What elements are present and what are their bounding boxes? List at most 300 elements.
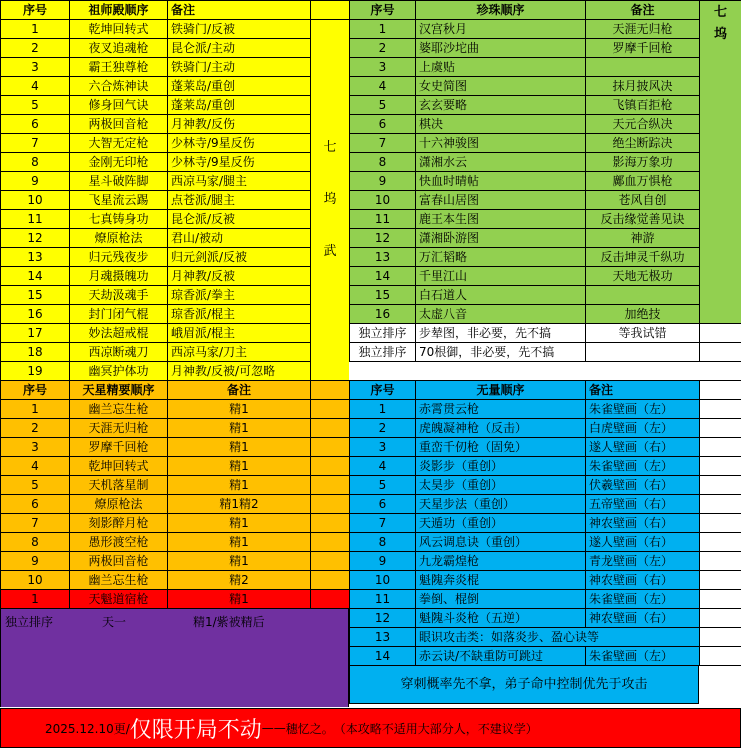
cell-note: 精1 [168,457,311,476]
cell-name: 70根御，非必要，先不搞 [416,343,586,362]
cell-empty [311,590,350,609]
cell-note [586,58,700,77]
cell-empty [700,476,741,495]
cell-empty [311,571,350,590]
table-row-highlight [1,590,350,609]
cell-index: 18 [1,343,70,362]
cell-note: 铁骑门/反被 [168,20,311,39]
cell-index: 10 [350,191,416,210]
footer-dash: —— [261,721,286,735]
cell-note: 加绝技 [586,305,700,324]
cell-index: 8 [350,533,416,552]
cell-name: 虎魄凝神枪（反击） [416,419,586,438]
cell-note: 苍风自创 [586,191,700,210]
table-row [350,495,741,514]
cell-name: 飞星流云踢 [70,191,168,210]
cell-note: 君山/被动 [168,229,311,248]
cell-name: 两极回音枪 [70,552,168,571]
cell-note [586,343,700,362]
cell-name: 霸王独尊枪 [70,58,168,77]
cell-index: 13 [350,628,416,647]
table-row [350,438,741,457]
table-row [350,305,741,324]
table-row [350,647,741,666]
cell-index: 12 [350,229,416,248]
header-wuliang-order: 无量顺序 [416,381,586,400]
cell-empty [311,476,350,495]
cell-empty [311,419,350,438]
cell-name: 步辇图，非必要，先不搞 [416,324,586,343]
table-row [1,20,350,39]
cell-empty [700,324,741,343]
table-row [350,609,741,628]
cell-index: 1 [1,590,70,609]
cell-index: 12 [1,229,70,248]
table-row [1,324,350,343]
cell-empty [700,628,741,647]
cell-note: 抹月披风决 [586,77,700,96]
cell-note: 遂人壁画（右） [586,533,700,552]
cell-empty [700,343,741,362]
cell-note: 朱雀壁画（左） [586,400,700,419]
table-row [1,267,350,286]
cell-name: 月魂摄魄功 [70,267,168,286]
zushidian-table-block [0,0,349,381]
cell-note: 昆仑派/反被 [168,210,311,229]
cell-note: 等我试错 [586,324,700,343]
cell-name: 封门闭气棍 [70,305,168,324]
cell-index: 6 [350,495,416,514]
table-row [1,495,350,514]
cell-index: 4 [350,457,416,476]
table-row [1,210,350,229]
cell-name: 六合炼神诀 [70,77,168,96]
table-row [1,286,350,305]
cell-index: 1 [350,400,416,419]
cell-name: 风云调息诀（重创） [416,533,586,552]
cell-empty [700,381,741,400]
table-row [350,210,741,229]
cell-note: 五帝壁画（右） [586,495,700,514]
table-row [350,96,741,115]
cell-empty [700,533,741,552]
cell-empty [311,400,350,419]
table-row [350,286,741,305]
cell-name: 婆耶沙坨曲 [416,39,586,58]
cell-note: 月神教/反被/可忽略 [168,362,311,381]
table-row [1,229,350,248]
cell-index: 9 [1,172,70,191]
cell-note: 精1精2 [168,495,311,514]
cell-name: 星斗破阵脚 [70,172,168,191]
side-label-cell [311,20,350,381]
table-row [350,248,741,267]
cell-note: 峨眉派/棍主 [168,324,311,343]
cell-index: 14 [1,267,70,286]
cell-index: 9 [1,552,70,571]
cell-index: 8 [350,153,416,172]
cell-note: 精1 [168,476,311,495]
cell-name: 赤云诀/不缺重防可跳过 [416,647,586,666]
cell-index: 14 [350,647,416,666]
header-pearl-order: 珍珠顺序 [416,1,586,20]
table-row [1,400,350,419]
cell-note: 精2 [168,571,311,590]
table-row [1,58,350,77]
table-row [350,552,741,571]
table-row [350,267,741,286]
cell-name: 夜叉追魂枪 [70,39,168,58]
cell-name: 愚形渡空枪 [70,533,168,552]
table-row [1,305,350,324]
table-row [1,457,350,476]
footer-author: 穗忆之。 [285,721,334,736]
cell-index: 16 [1,305,70,324]
independent-sort-block [0,609,349,707]
cell-index: 2 [1,419,70,438]
cell-empty [311,514,350,533]
header-index: 序号 [1,1,70,20]
cell-note: 点苍派/腿主 [168,191,311,210]
cell-name: 千里江山 [416,267,586,286]
table-row [1,39,350,58]
table-header-row [350,1,741,20]
cell-note: 鄺血万惧枪 [586,172,700,191]
cell-name: 西凉断魂刀 [70,343,168,362]
cell-index: 6 [1,115,70,134]
cell-note: 精1 [168,438,311,457]
cell-note: 绝尘断踪决 [586,134,700,153]
cell-name: 天涯无归枪 [70,419,168,438]
cell-name: 太虚八音 [416,305,586,324]
wuliang-footnote-text: 穿刺概率先不拿，弟子命中控制优先于攻击 [400,677,648,692]
cell-note: 反击缘觉善见诀 [586,210,700,229]
cell-note: 铁骑门/主动 [168,58,311,77]
cell-name: 天星步法（重创） [416,495,586,514]
table-row [350,77,741,96]
cell-index: 7 [350,134,416,153]
wuliang-table-block [349,380,741,704]
cell-empty [311,495,350,514]
cell-index: 5 [1,476,70,495]
cell-note: 精1 [168,400,311,419]
table-row [350,39,741,58]
side-label-cell [700,1,741,324]
cell-index: 4 [350,77,416,96]
cell-index: 19 [1,362,70,381]
cell-name: 归元残夜步 [70,248,168,267]
table-row [350,400,741,419]
cell-note: 神农壁画（右） [586,609,700,628]
cell-name: 富春山居图 [416,191,586,210]
cell-name: 棋决 [416,115,586,134]
cell-empty [700,647,741,666]
cell-name: 上虞贴 [416,58,586,77]
cell-empty [311,381,350,400]
header-side [311,1,350,20]
cell-index: 11 [350,210,416,229]
cell-empty [311,533,350,552]
cell-note: 精1 [168,514,311,533]
cell-name: 天机落星制 [70,476,168,495]
table-row [350,514,741,533]
cell-name: 修身回气诀 [70,96,168,115]
cell-empty [700,438,741,457]
cell-note: 蓬莱岛/重创 [168,77,311,96]
cell-index: 5 [350,96,416,115]
cell-note: 神游 [586,229,700,248]
cell-name: 玄玄要略 [416,96,586,115]
cell-index: 1 [1,20,70,39]
table-row [1,153,350,172]
table-row [350,20,741,39]
cell-note: 琼香派/拳主 [168,286,311,305]
header-note: 备注 [586,1,700,20]
cell-empty [311,438,350,457]
cell-index: 10 [1,571,70,590]
table-row [350,172,741,191]
cell-name: 鹿王本生图 [416,210,586,229]
table-row [1,552,350,571]
cell-name: 刻影醉月枪 [70,514,168,533]
cell-note: 天元合纵决 [586,115,700,134]
header-note: 备注 [168,1,311,20]
cell-name: 潇湘卧游图 [416,229,586,248]
table-row [1,476,350,495]
table-row [1,77,350,96]
cell-name: 十六神骏图 [416,134,586,153]
cell-note: 遂人壁画（右） [586,438,700,457]
cell-name: 汉宫秋月 [416,20,586,39]
table-row [1,248,350,267]
cell-name: 魁隗奔炎棍 [416,571,586,590]
cell-index: 11 [350,590,416,609]
table-row [1,571,350,590]
cell-index: 6 [350,115,416,134]
cell-name: 幽兰忘生枪 [70,400,168,419]
table-row [350,343,741,362]
table-row [1,172,350,191]
cell-index: 3 [1,58,70,77]
cell-note: 反击坤灵千纵功 [586,248,700,267]
cell-name: 两极回音枪 [70,115,168,134]
cell-note: 朱雀壁画（左） [586,647,700,666]
cell-index: 1 [350,20,416,39]
cell-index: 16 [350,305,416,324]
cell-note: 飞镇百拒枪 [586,96,700,115]
cell-name: 燎原枪法 [70,495,168,514]
cell-empty [700,552,741,571]
cell-note: 天地无极功 [586,267,700,286]
cell-name: 罗摩千回枪 [70,438,168,457]
cell-note [586,286,700,305]
cell-index: 12 [350,609,416,628]
cell-index: 独立排序 [350,343,416,362]
table-row [350,229,741,248]
cell-name: 拳倒、棍倒 [416,590,586,609]
cell-note: 琼香派/棍主 [168,305,311,324]
table-row [1,191,350,210]
header-index: 序号 [350,1,416,20]
table-row [1,438,350,457]
table-row [350,58,741,77]
cell-index: 8 [1,533,70,552]
footer-banner [0,708,741,748]
table-header-row [1,381,350,400]
cell-note: 月神教/反伤 [168,115,311,134]
cell-note: 蓬莱岛/重创 [168,96,311,115]
header-index: 序号 [1,381,70,400]
cell-index: 2 [1,39,70,58]
cell-index: 5 [1,96,70,115]
table-row [350,457,741,476]
cell-empty [700,590,741,609]
independent-sort-note: 精1/紫被精后 [193,615,265,629]
cell-index: 15 [1,286,70,305]
cell-index: 7 [1,514,70,533]
cell-name: 白石道人 [416,286,586,305]
footer-date: 2025.12.10更/ [45,721,130,736]
cell-index: 5 [350,476,416,495]
table-row [350,134,741,153]
cell-index: 1 [1,400,70,419]
table-row [350,571,741,590]
cell-note: 少林寺/9星反伤 [168,134,311,153]
table-header-row [1,1,350,20]
header-index: 序号 [350,381,416,400]
cell-name: 七真铸身功 [70,210,168,229]
cell-name: 女史简图 [416,77,586,96]
cell-index: 14 [350,267,416,286]
cell-name: 眼识攻击类：如落炎步、盈心诀等 [416,628,700,647]
cell-name: 潇湘水云 [416,153,586,172]
cell-name: 九龙霸煌枪 [416,552,586,571]
wuliang-footnote [349,666,699,704]
cell-index: 4 [1,77,70,96]
table-row [1,343,350,362]
independent-sort-label: 独立排序 [5,615,54,629]
table-row [1,362,350,381]
cell-note: 西凉马家/刀主 [168,343,311,362]
cell-name: 大智无定枪 [70,134,168,153]
cell-note: 青龙壁画（左） [586,552,700,571]
cell-note: 精1 [168,552,311,571]
cell-name: 幽兰忘生枪 [70,571,168,590]
cell-note: 西凉马家/腿主 [168,172,311,191]
cell-index: 13 [350,248,416,267]
cell-note: 昆仑派/主动 [168,39,311,58]
cell-empty [700,457,741,476]
table-row [350,153,741,172]
cell-name: 魁隗斗炎枪（五逆） [416,609,586,628]
cell-note: 朱雀壁画（左） [586,457,700,476]
cell-index: 3 [350,438,416,457]
header-zushidian-order: 祖师殿顺序 [70,1,168,20]
cell-index: 7 [1,134,70,153]
side-char: 七 [323,140,337,155]
cell-name: 乾坤回转式 [70,20,168,39]
side-char: 武 [323,244,337,259]
cell-note: 精1 [168,419,311,438]
side-char: 坞 [323,192,337,207]
cell-index: 3 [1,438,70,457]
cell-name: 天劫汲魂手 [70,286,168,305]
cell-name: 天魁道宿枪 [70,590,168,609]
table-row [350,628,741,647]
table-row [1,134,350,153]
cell-index: 13 [1,248,70,267]
cell-note: 精1 [168,533,311,552]
cell-empty [311,552,350,571]
cell-index: 17 [1,324,70,343]
table-row [350,191,741,210]
footer-remark: （本攻略不适用大部分人，不建议学） [333,721,538,736]
cell-empty [700,571,741,590]
cell-empty [311,457,350,476]
cell-index: 2 [350,39,416,58]
header-tianxing-order: 天星精要顺序 [70,381,168,400]
cell-name: 快血时晴帖 [416,172,586,191]
cell-empty [700,400,741,419]
cell-note: 天涯无归枪 [586,20,700,39]
cell-index: 15 [350,286,416,305]
cell-empty [700,609,741,628]
cell-empty [700,514,741,533]
cell-index: 4 [1,457,70,476]
independent-sort-name: 天一 [102,615,127,629]
cell-index: 9 [350,172,416,191]
side-char: 坞 [713,27,727,42]
cell-name: 炎影步（重创） [416,457,586,476]
cell-index: 10 [1,191,70,210]
cell-name: 妙法超戒棍 [70,324,168,343]
table-row [1,96,350,115]
cell-name: 重峦千仞枪（固免） [416,438,586,457]
cell-name: 金刚无印枪 [70,153,168,172]
table-row [1,419,350,438]
cell-index: 独立排序 [350,324,416,343]
table-row [1,533,350,552]
tianxing-table-block [0,380,349,707]
cell-note: 罗摩千回枪 [586,39,700,58]
cell-index: 6 [1,495,70,514]
header-note: 备注 [168,381,311,400]
cell-note: 朱雀壁画（左） [586,590,700,609]
cell-index: 9 [350,552,416,571]
header-note: 备注 [586,381,700,400]
table-row [350,419,741,438]
cell-empty [700,495,741,514]
cell-name: 天遁功（重创） [416,514,586,533]
cell-note: 白虎壁画（左） [586,419,700,438]
table-row [350,115,741,134]
cell-note: 伏羲壁画（右） [586,476,700,495]
table-row [1,115,350,134]
cell-index: 7 [350,514,416,533]
cell-name: 乾坤回转式 [70,457,168,476]
table-row [350,324,741,343]
cell-name: 幽冥护体功 [70,362,168,381]
cell-note: 精1 [168,590,311,609]
cell-note: 少林寺/9星反伤 [168,153,311,172]
cell-name: 万汇韬略 [416,248,586,267]
cell-note: 神农壁画（右） [586,514,700,533]
table-row [1,514,350,533]
cell-empty [700,419,741,438]
footer-title: 仅限开局不动 [129,717,262,743]
table-header-row [350,381,741,400]
pearl-table-block [349,0,741,362]
